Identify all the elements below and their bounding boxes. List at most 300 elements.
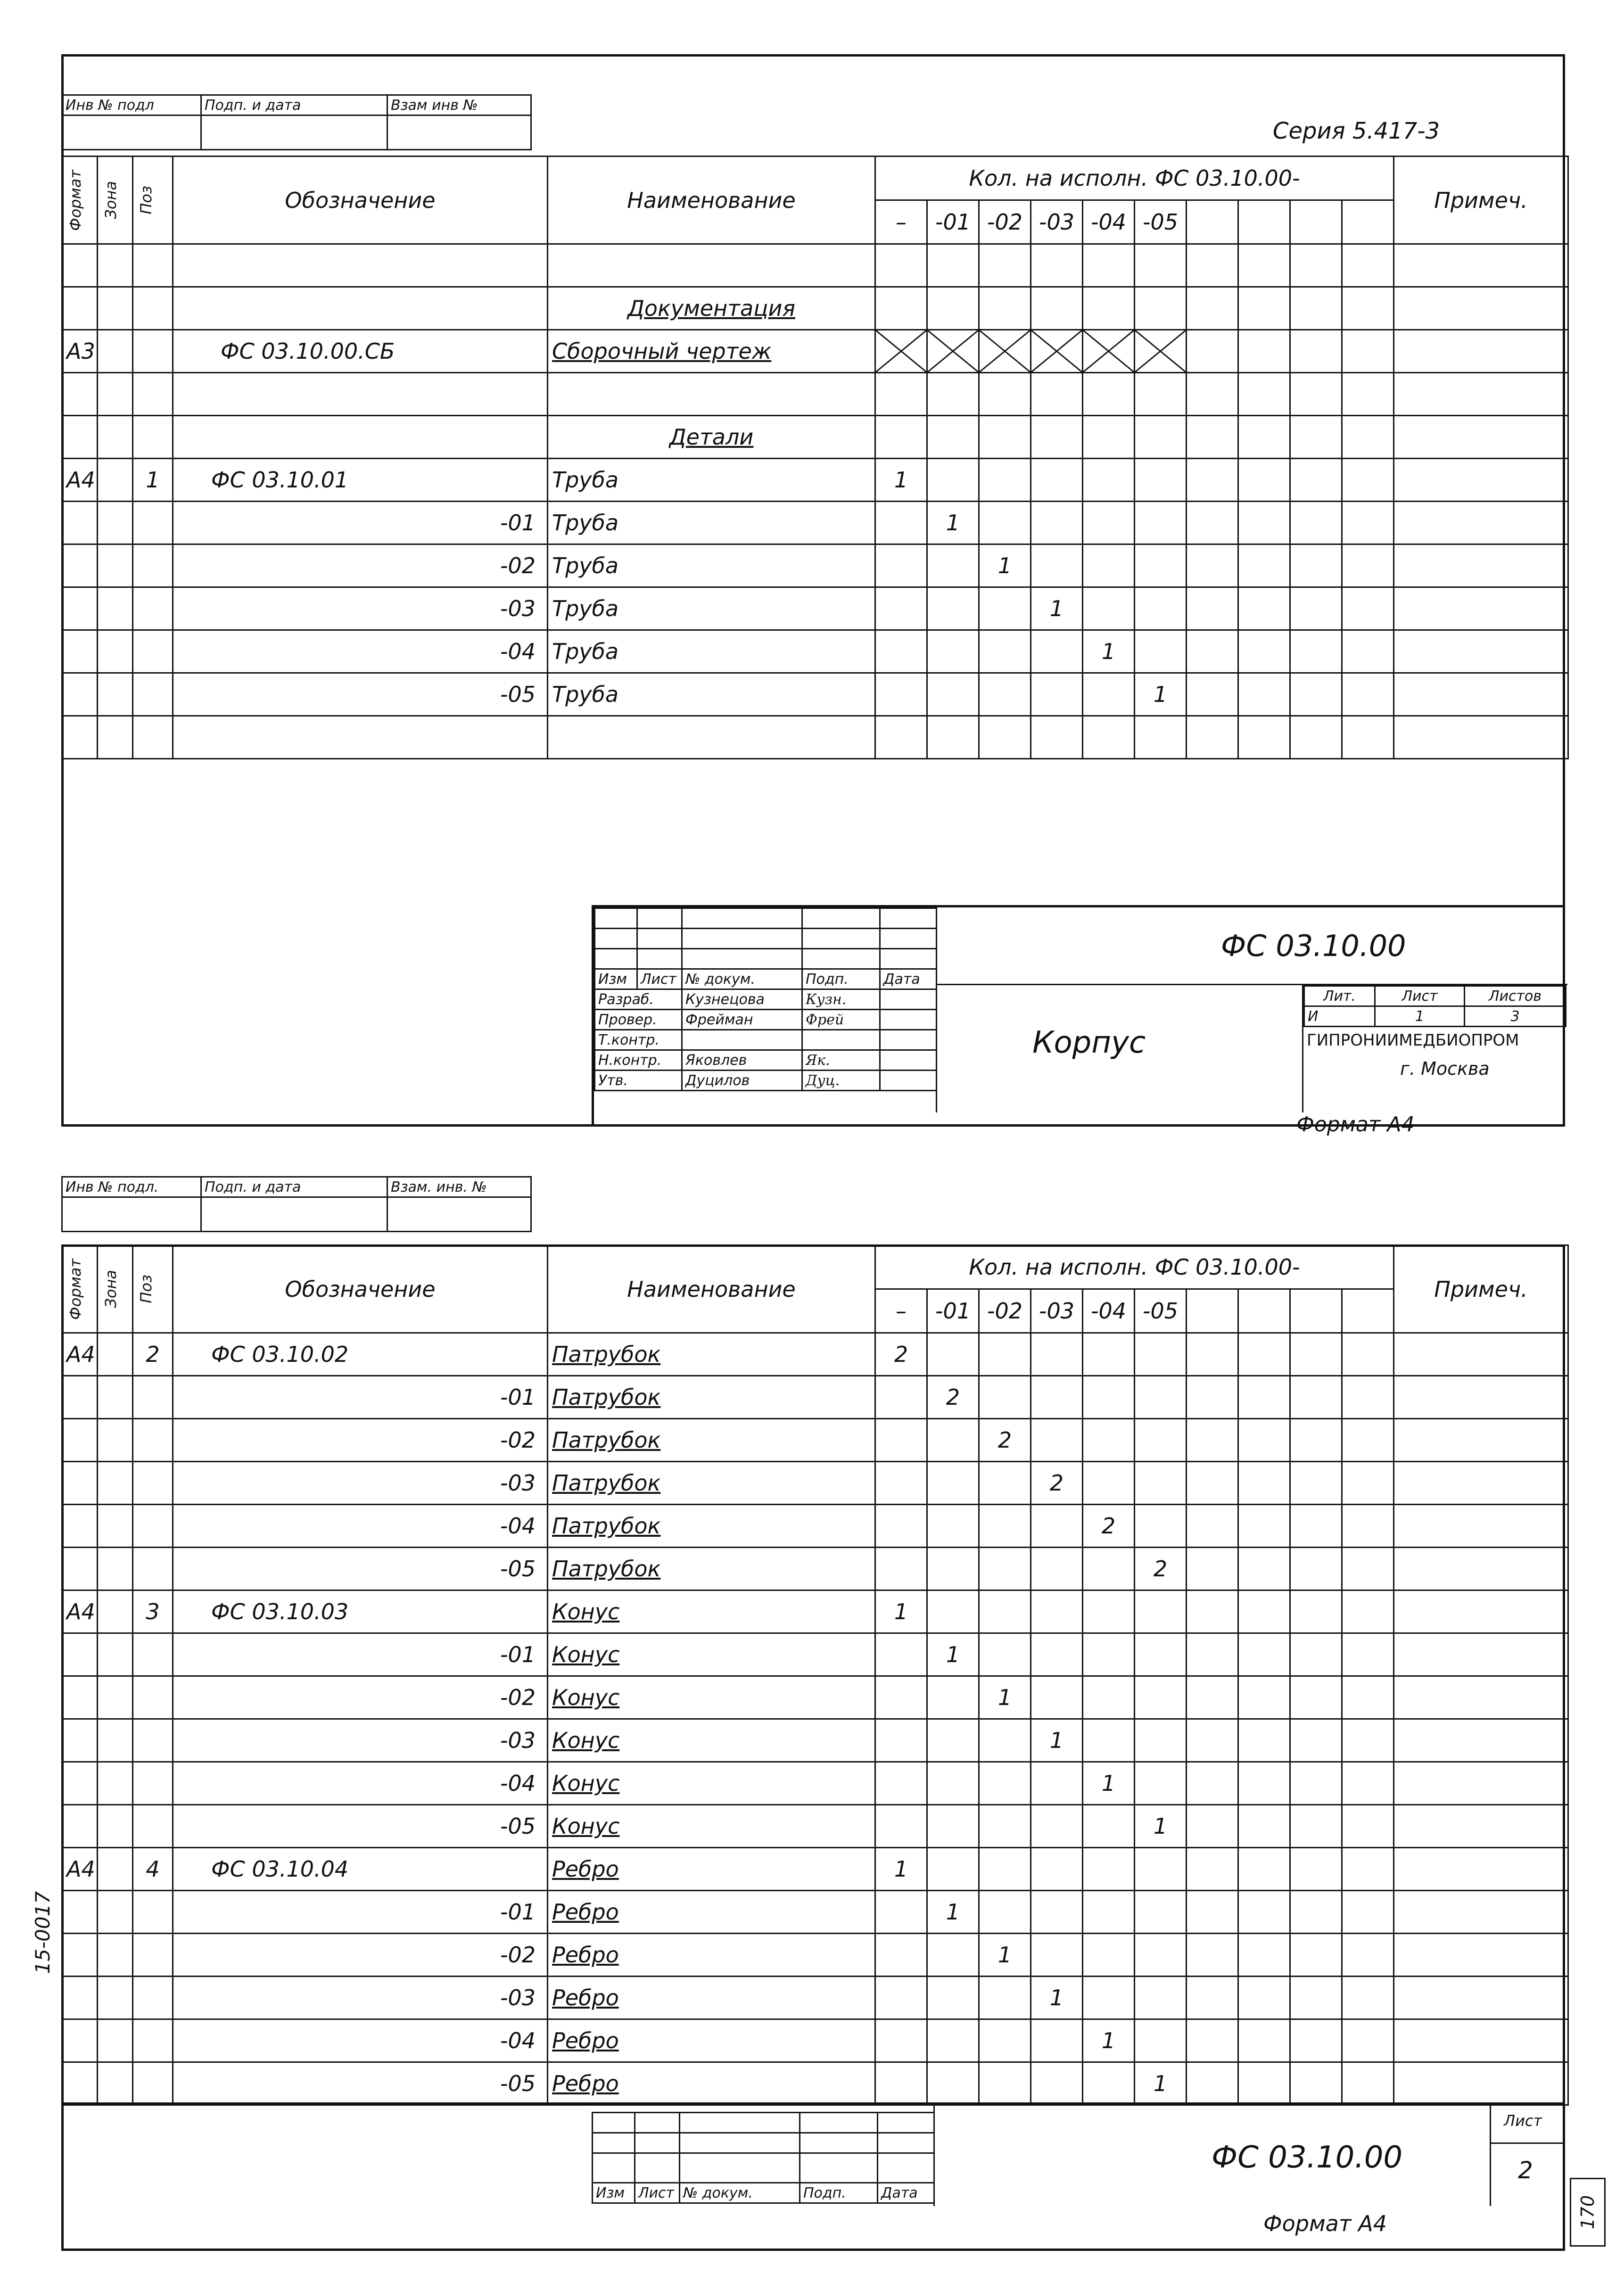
- qty-empty: [1187, 1462, 1238, 1505]
- row-name: Патрубок: [548, 1462, 875, 1505]
- row-format: [62, 1505, 98, 1548]
- qty-empty: [1342, 2019, 1394, 2062]
- qty-empty: [1238, 544, 1290, 587]
- row-zone: [98, 1505, 133, 1548]
- table-row: [62, 2062, 1568, 2105]
- qty-empty: [1290, 1419, 1342, 1462]
- qty-empty: [1238, 1548, 1290, 1590]
- qty-empty: [1187, 673, 1238, 716]
- role-label: Разраб.: [595, 989, 682, 1010]
- page-mark-text: 170: [1577, 2195, 1598, 2230]
- qty-empty: [1187, 1719, 1238, 1762]
- row-pos: [133, 1633, 173, 1676]
- col-header: Дата: [878, 2183, 934, 2203]
- table-row: [62, 2019, 1568, 2062]
- qty-cell: 1: [979, 1676, 1031, 1719]
- qty-cell: 1: [1135, 673, 1187, 716]
- qty-empty: [1083, 2062, 1135, 2105]
- qty-empty: [875, 2062, 927, 2105]
- row-zone: [98, 1590, 133, 1633]
- row-note: [1394, 1934, 1568, 1977]
- qty-empty: [927, 1333, 979, 1376]
- row-zone: [98, 630, 133, 673]
- row-format: [62, 1719, 98, 1762]
- qty-empty: [927, 1462, 979, 1505]
- qty-empty: [1290, 673, 1342, 716]
- qty-empty: [1290, 1719, 1342, 1762]
- row-zone: [98, 673, 133, 716]
- qty-empty: [1031, 1633, 1083, 1676]
- row-format: А4: [62, 1590, 98, 1633]
- variant-header: –: [875, 1289, 927, 1333]
- row-zone: [98, 1891, 133, 1934]
- qty-cell: 1: [1135, 1805, 1187, 1848]
- qty-empty: [875, 1934, 927, 1977]
- qty-empty: [1238, 1762, 1290, 1805]
- row-format: А4: [62, 1333, 98, 1376]
- qty-empty: [1187, 1333, 1238, 1376]
- row-zone: [98, 1548, 133, 1590]
- row-note: [1394, 1633, 1568, 1676]
- row-designation: -02: [173, 544, 548, 587]
- row-designation: -04: [173, 2019, 548, 2062]
- row-pos: [133, 1505, 173, 1548]
- row-designation: -03: [173, 587, 548, 630]
- role-label: Утв.: [595, 1071, 682, 1091]
- qty-cell: 1: [875, 1848, 927, 1891]
- row-name: Конус: [548, 1676, 875, 1719]
- row-designation: -03: [173, 1977, 548, 2019]
- row-note: [1394, 673, 1568, 716]
- qty-empty: [1238, 1505, 1290, 1548]
- row-pos: 2: [133, 1333, 173, 1376]
- row-format: [62, 630, 98, 673]
- qty-empty: [1187, 1419, 1238, 1462]
- qty-empty: [1238, 1676, 1290, 1719]
- row-note: [1394, 1848, 1568, 1891]
- qty-empty: [1238, 1462, 1290, 1505]
- section-row: [62, 287, 1568, 330]
- qty-empty: [1342, 1590, 1394, 1633]
- sheet-value: 1: [1375, 1006, 1465, 1027]
- sheet-value-2: 2: [1518, 2157, 1533, 2184]
- qty-cell: 1: [927, 1891, 979, 1934]
- qty-empty: [1031, 1676, 1083, 1719]
- signature: Дуц.: [802, 1071, 880, 1091]
- row-name: Ребро: [548, 2062, 875, 2105]
- cross-cell: [1083, 330, 1135, 373]
- row-name: Труба: [548, 673, 875, 716]
- qty-empty: [927, 2019, 979, 2062]
- qty-empty: [1238, 1333, 1290, 1376]
- format-label: Формат А4: [1296, 1112, 1415, 1137]
- qty-empty: [1187, 1805, 1238, 1848]
- row-note: [1394, 2062, 1568, 2105]
- row-designation: -03: [173, 1462, 548, 1505]
- qty-empty: [979, 459, 1031, 502]
- row-note: [1394, 1977, 1568, 2019]
- qty-empty: [1135, 587, 1187, 630]
- qty-cell: 2: [1083, 1505, 1135, 1548]
- qty-empty: [875, 544, 927, 587]
- qty-empty: [1187, 1977, 1238, 2019]
- row-pos: 4: [133, 1848, 173, 1891]
- qty-empty: [875, 1376, 927, 1419]
- qty-empty: [1187, 587, 1238, 630]
- qty-empty: [979, 1891, 1031, 1934]
- qty-empty: [1083, 1548, 1135, 1590]
- doc-row: [62, 330, 1568, 373]
- variant-header: -03: [1031, 200, 1083, 244]
- table-row: [62, 1977, 1568, 2019]
- qty-empty: [1083, 1462, 1135, 1505]
- qty-empty: [1238, 673, 1290, 716]
- header-note: Примеч.: [1394, 157, 1568, 244]
- qty-empty: [1135, 1462, 1187, 1505]
- row-zone: [98, 1848, 133, 1891]
- qty-cell: 1: [927, 502, 979, 544]
- table-row: [62, 1762, 1568, 1805]
- qty-empty: [1083, 587, 1135, 630]
- col-header: Подп.: [800, 2183, 878, 2203]
- row-format: [62, 1633, 98, 1676]
- spec-table-sheet-1: [61, 156, 1569, 759]
- cross-cell: [979, 330, 1031, 373]
- margin-label: Взам инв №: [387, 95, 531, 115]
- section-documentation: Документация: [548, 287, 875, 330]
- row-designation: -04: [173, 1762, 548, 1805]
- qty-empty: [1135, 1934, 1187, 1977]
- role-person: Яковлев: [682, 1050, 802, 1071]
- row-format: [62, 673, 98, 716]
- qty-empty: [875, 1462, 927, 1505]
- row-note: [1394, 1762, 1568, 1805]
- table-row: [62, 1633, 1568, 1676]
- row-format: [62, 502, 98, 544]
- header-qty: Кол. на исполн. ФС 03.10.00-: [875, 157, 1394, 200]
- table-row: [62, 1805, 1568, 1848]
- qty-empty: [1187, 2019, 1238, 2062]
- qty-empty: [1290, 1505, 1342, 1548]
- qty-empty: [1342, 1805, 1394, 1848]
- qty-empty: [1342, 1419, 1394, 1462]
- doc-number-2: ФС 03.10.00: [1212, 2140, 1403, 2175]
- qty-empty: [927, 630, 979, 673]
- qty-empty: [1083, 1419, 1135, 1462]
- variant-header: -01: [927, 1289, 979, 1333]
- row-pos: [133, 630, 173, 673]
- variant-header: -02: [979, 1289, 1031, 1333]
- row-note: [1394, 1719, 1568, 1762]
- table-row: [62, 1676, 1568, 1719]
- section-parts: Детали: [548, 416, 875, 459]
- row-zone: [98, 1419, 133, 1462]
- qty-empty: [927, 1762, 979, 1805]
- qty-empty: [1135, 544, 1187, 587]
- series-label: Серия 5.417-3: [1273, 118, 1440, 144]
- qty-empty: [1135, 459, 1187, 502]
- row-designation: -02: [173, 1676, 548, 1719]
- qty-empty: [1342, 1376, 1394, 1419]
- qty-empty: [1290, 1934, 1342, 1977]
- row-format: [62, 1977, 98, 2019]
- row-note: [1394, 1419, 1568, 1462]
- role-person: Фрейман: [682, 1010, 802, 1030]
- col-header: Дата: [880, 969, 937, 989]
- blank-row: [62, 716, 1568, 759]
- qty-empty: [927, 1419, 979, 1462]
- variant-header: -02: [979, 200, 1031, 244]
- qty-empty: [1135, 1633, 1187, 1676]
- qty-empty: [1342, 2062, 1394, 2105]
- header-name: Наименование: [548, 1245, 875, 1333]
- qty-empty: [1342, 1934, 1394, 1977]
- row-designation: -05: [173, 673, 548, 716]
- city: г. Москва: [1400, 1058, 1490, 1079]
- qty-empty: [1083, 1719, 1135, 1762]
- qty-empty: [1187, 1762, 1238, 1805]
- row-pos: [133, 1376, 173, 1419]
- row-designation: -01: [173, 1376, 548, 1419]
- qty-empty: [1290, 502, 1342, 544]
- row-format: [62, 2019, 98, 2062]
- variant-header: -05: [1135, 1289, 1187, 1333]
- qty-empty: [1083, 1590, 1135, 1633]
- qty-empty: [1238, 1848, 1290, 1891]
- row-pos: [133, 1805, 173, 1848]
- qty-empty: [1238, 502, 1290, 544]
- row-name: Труба: [548, 502, 875, 544]
- role-person: Дуцилов: [682, 1071, 802, 1091]
- section-row: [62, 416, 1568, 459]
- doc-title: Корпус: [1032, 1025, 1146, 1060]
- qty-empty: [1290, 459, 1342, 502]
- header-designation: Обозначение: [173, 1245, 548, 1333]
- margin-label: Подп. и дата: [201, 95, 387, 115]
- row-designation: -05: [173, 2062, 548, 2105]
- header-qty: Кол. на исполн. ФС 03.10.00-: [875, 1245, 1394, 1289]
- variant-header: -05: [1135, 200, 1187, 244]
- row-pos: [133, 1891, 173, 1934]
- qty-empty: [1083, 1376, 1135, 1419]
- row-name: Патрубок: [548, 1419, 875, 1462]
- row-format: [62, 1934, 98, 1977]
- row-pos: [133, 502, 173, 544]
- row-name: Труба: [548, 544, 875, 587]
- row-zone: [98, 502, 133, 544]
- row-designation: -02: [173, 1419, 548, 1462]
- row-format: А3: [62, 330, 98, 373]
- title-block-1: [592, 905, 1565, 1127]
- row-zone: [98, 1934, 133, 1977]
- variant-header: -04: [1083, 1289, 1135, 1333]
- qty-empty: [1290, 587, 1342, 630]
- row-format: [62, 2062, 98, 2105]
- table-row: [62, 459, 1568, 502]
- qty-empty: [1031, 1762, 1083, 1805]
- lit-value: И: [1304, 1006, 1375, 1027]
- row-designation: ФС 03.10.01: [173, 459, 548, 502]
- margin-stamp-1: [61, 94, 532, 150]
- row-name: Труба: [548, 587, 875, 630]
- qty-empty: [1135, 1333, 1187, 1376]
- qty-empty: [1290, 1376, 1342, 1419]
- row-designation: ФС 03.10.02: [173, 1333, 548, 1376]
- qty-empty: [927, 673, 979, 716]
- row-zone: [98, 1333, 133, 1376]
- qty-empty: [1135, 1762, 1187, 1805]
- qty-empty: [1187, 1848, 1238, 1891]
- qty-empty: [927, 1548, 979, 1590]
- qty-empty: [1187, 1590, 1238, 1633]
- qty-cell: 1: [1031, 1977, 1083, 2019]
- qty-empty: [875, 1805, 927, 1848]
- qty-empty: [1031, 630, 1083, 673]
- qty-cell: 2: [927, 1376, 979, 1419]
- qty-empty: [927, 2062, 979, 2105]
- role-person: [682, 1030, 802, 1050]
- header-zone: Зона: [102, 181, 120, 219]
- qty-empty: [875, 630, 927, 673]
- table-row: [62, 1934, 1568, 1977]
- qty-empty: [1135, 1977, 1187, 2019]
- header-note: Примеч.: [1394, 1245, 1568, 1333]
- qty-empty: [1238, 459, 1290, 502]
- row-format: [62, 1548, 98, 1590]
- row-note: [1394, 1462, 1568, 1505]
- row-format: [62, 1376, 98, 1419]
- qty-empty: [1135, 1590, 1187, 1633]
- qty-empty: [1031, 544, 1083, 587]
- qty-empty: [1290, 1633, 1342, 1676]
- qty-cell: 1: [875, 1590, 927, 1633]
- qty-cell: 2: [979, 1419, 1031, 1462]
- qty-cell: 1: [927, 1633, 979, 1676]
- qty-empty: [1290, 2062, 1342, 2105]
- qty-empty: [979, 1548, 1031, 1590]
- qty-empty: [1238, 587, 1290, 630]
- qty-empty: [1031, 1376, 1083, 1419]
- row-note: [1394, 459, 1568, 502]
- variant-header: –: [875, 200, 927, 244]
- row-zone: [98, 1676, 133, 1719]
- qty-empty: [1342, 459, 1394, 502]
- cross-cell: [1135, 330, 1187, 373]
- qty-empty: [875, 1676, 927, 1719]
- sheet-label-2: Лист: [1504, 2112, 1542, 2130]
- col-header: Изм: [593, 2183, 635, 2203]
- sheet-info: [1303, 985, 1566, 1027]
- row-pos: 1: [133, 459, 173, 502]
- row-pos: [133, 2019, 173, 2062]
- revision-grid-2: [592, 2112, 935, 2204]
- row-name: Ребро: [548, 1934, 875, 1977]
- page-mark: [1570, 2178, 1606, 2247]
- qty-empty: [979, 1977, 1031, 2019]
- qty-empty: [1238, 1934, 1290, 1977]
- col-header: № докум.: [680, 2183, 800, 2203]
- row-note: [1394, 1505, 1568, 1548]
- qty-empty: [1238, 630, 1290, 673]
- qty-empty: [979, 1633, 1031, 1676]
- qty-empty: [979, 2062, 1031, 2105]
- margin-label: Инв № подл: [62, 95, 201, 115]
- qty-cell: 2: [1135, 1548, 1187, 1590]
- spec-table-sheet-2: [61, 1244, 1569, 2106]
- lit-label: Лит.: [1304, 986, 1375, 1006]
- qty-cell: 1: [1083, 2019, 1135, 2062]
- qty-empty: [1187, 502, 1238, 544]
- qty-empty: [1342, 1762, 1394, 1805]
- header-format: Формат: [66, 169, 84, 231]
- qty-empty: [1135, 502, 1187, 544]
- qty-cell: 1: [979, 544, 1031, 587]
- qty-empty: [875, 1762, 927, 1805]
- cross-cell: [875, 330, 927, 373]
- row-format: [62, 544, 98, 587]
- qty-empty: [875, 1891, 927, 1934]
- qty-empty: [1342, 544, 1394, 587]
- row-pos: [133, 2062, 173, 2105]
- row-name: Труба: [548, 630, 875, 673]
- table-row: [62, 673, 1568, 716]
- header-name: Наименование: [548, 157, 875, 244]
- qty-cell: 1: [1083, 1762, 1135, 1805]
- row-pos: [133, 1719, 173, 1762]
- signature: [802, 1030, 880, 1050]
- qty-empty: [1238, 1805, 1290, 1848]
- row-zone: [98, 2062, 133, 2105]
- qty-empty: [875, 1505, 927, 1548]
- row-zone: [98, 544, 133, 587]
- qty-empty: [1083, 459, 1135, 502]
- row-zone: [98, 1762, 133, 1805]
- variant-header: -01: [927, 200, 979, 244]
- qty-cell: 2: [875, 1333, 927, 1376]
- signature: Як.: [802, 1050, 880, 1071]
- qty-cell: 1: [1083, 630, 1135, 673]
- row-format: [62, 1462, 98, 1505]
- margin-label: Инв № подл.: [62, 1177, 201, 1197]
- row-note: [1394, 1891, 1568, 1934]
- row-name: Ребро: [548, 1977, 875, 2019]
- qty-empty: [1031, 1848, 1083, 1891]
- variant-header: -04: [1083, 200, 1135, 244]
- qty-empty: [1187, 544, 1238, 587]
- row-note: [1394, 502, 1568, 544]
- row-name: Патрубок: [548, 1548, 875, 1590]
- qty-empty: [1290, 630, 1342, 673]
- qty-empty: [1342, 502, 1394, 544]
- qty-empty: [875, 502, 927, 544]
- row-zone: [98, 1719, 133, 1762]
- table-row: [62, 1462, 1568, 1505]
- qty-empty: [1083, 1805, 1135, 1848]
- qty-empty: [1031, 673, 1083, 716]
- row-format: [62, 1676, 98, 1719]
- col-header: Лист: [637, 969, 682, 989]
- qty-empty: [1031, 1805, 1083, 1848]
- col-header: Изм: [595, 969, 637, 989]
- cross-cell: [927, 330, 979, 373]
- row-format: [62, 1419, 98, 1462]
- side-stamp-text: 15-0017: [31, 1891, 54, 1974]
- qty-empty: [1187, 1891, 1238, 1934]
- qty-empty: [1238, 1891, 1290, 1934]
- qty-empty: [1238, 2062, 1290, 2105]
- sheets-value: 3: [1465, 1006, 1566, 1027]
- qty-empty: [1083, 1891, 1135, 1934]
